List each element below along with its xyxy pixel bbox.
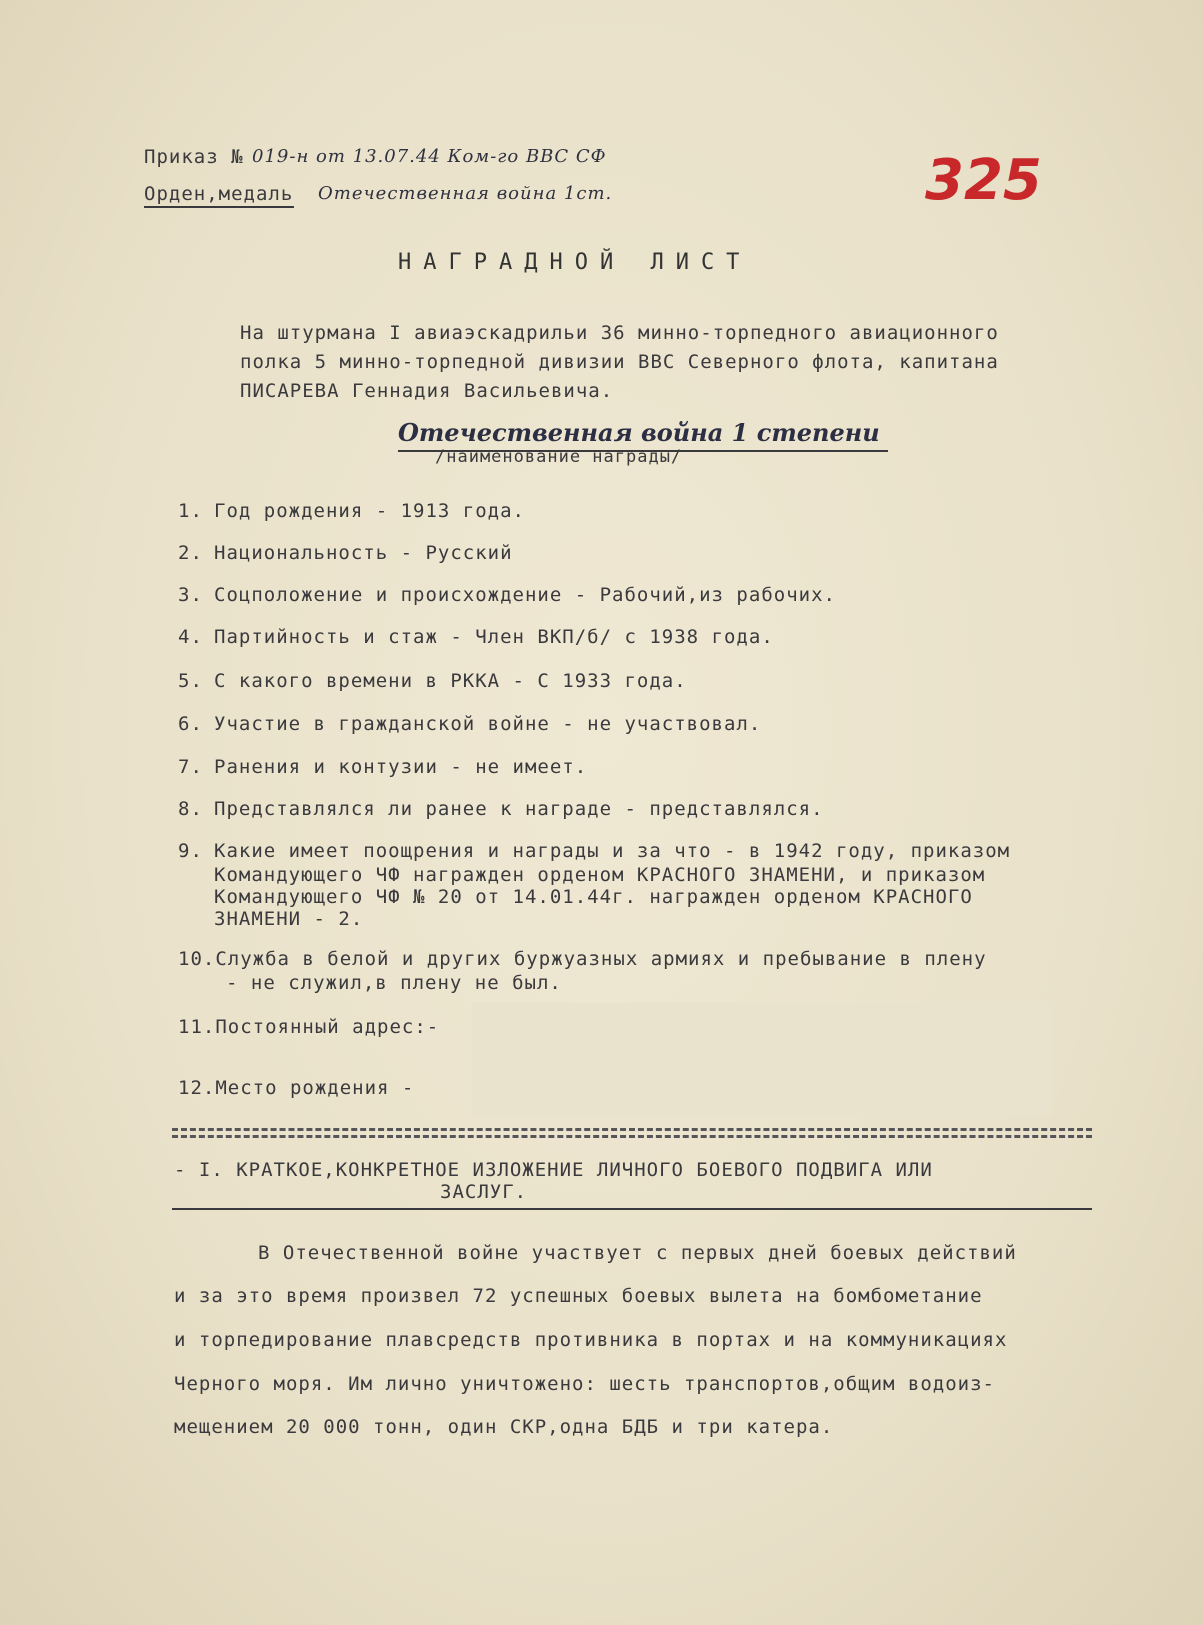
redacted-area [472, 1003, 1052, 1115]
item-9-line-3: Командующего ЧФ № 20 от 14.01.44г. награжден орденом КРАСНОГО [214, 886, 973, 908]
item-12: 12.Место рождения - [178, 1077, 415, 1099]
item-9: 9. Какие имеет поощрения и награды и за что - в 1942 году, приказом [178, 840, 1011, 862]
medal-underline [144, 206, 294, 208]
dashed-separator-1 [172, 1128, 1092, 1131]
item-2: 2. Национальность - Русский [178, 542, 513, 564]
section-heading-line-1: - I. КРАТКОЕ,КОНКРЕТНОЕ ИЗЛОЖЕНИЕ ЛИЧНОГО БОЕВОГО ПОДВИГА ИЛИ [174, 1159, 933, 1181]
item-10: 10.Служба в белой и других буржуазных армиях и пребывание в плену [178, 948, 987, 970]
order-label: Приказ № [144, 146, 244, 168]
body-line-5: мещением 20 000 тонн, один СКР,одна БДБ и три катера. [174, 1416, 834, 1438]
item-4: 4. Партийность и стаж - Член ВКП/б/ с 1938 года. [178, 626, 774, 648]
intro-line-3: ПИСАРЕВА Геннадия Васильевича. [240, 380, 614, 402]
award-name-handwritten: Отечественная война 1 степени [398, 418, 880, 447]
medal-value: Отечественная война 1ст. [318, 183, 613, 204]
medal-label: Орден,медаль [144, 183, 294, 205]
intro-line-1: На штурмана I авиаэскадрильи 36 минно-торпедного авиационного [240, 322, 999, 344]
item-6: 6. Участие в гражданской войне - не участвовал. [178, 713, 762, 735]
section-underline [172, 1208, 1092, 1210]
item-1: 1. Год рождения - 1913 года. [178, 500, 525, 522]
section-heading-line-2: ЗАСЛУГ. [440, 1181, 528, 1203]
item-7: 7. Ранения и контузии - не имеет. [178, 756, 588, 778]
item-10-line-2: - не служил,в плену не был. [226, 972, 562, 994]
body-line-3: и торпедирование плавсредств противника в портах и на коммуникациях [174, 1329, 1008, 1351]
body-line-2: и за это время произвел 72 успешных боевых вылета на бомбометание [174, 1285, 983, 1307]
item-3: 3. Соцположение и происхождение - Рабочий,из рабочих. [178, 584, 836, 606]
archive-number: 325 [925, 148, 1042, 213]
page-title: НАГРАДНОЙ ЛИСТ [398, 250, 752, 275]
item-11: 11.Постоянный адрес:- [178, 1016, 440, 1038]
body-line-1: В Отечественной войне участвует с первых дней боевых действий [258, 1242, 1017, 1264]
item-9-line-4: ЗНАМЕНИ - 2. [214, 908, 364, 930]
item-8: 8. Представлялся ли ранее к награде - представлялся. [178, 798, 824, 820]
body-line-4: Черного моря. Им лично уничтожено: шесть транспортов,общим водоиз- [174, 1373, 995, 1395]
intro-line-2: полка 5 минно-торпедной дивизии ВВС Северного флота, капитана [240, 351, 999, 373]
item-5: 5. С какого времени в РККА - С 1933 года. [178, 670, 687, 692]
dashed-separator-2 [172, 1135, 1092, 1138]
item-9-line-2: Командующего ЧФ награжден орденом КРАСНОГО ЗНАМЕНИ, и приказом [214, 864, 986, 886]
order-value: 019-н от 13.07.44 Ком-го ВВС СФ [252, 146, 607, 167]
award-caption: /наименование награды/ [435, 447, 683, 467]
